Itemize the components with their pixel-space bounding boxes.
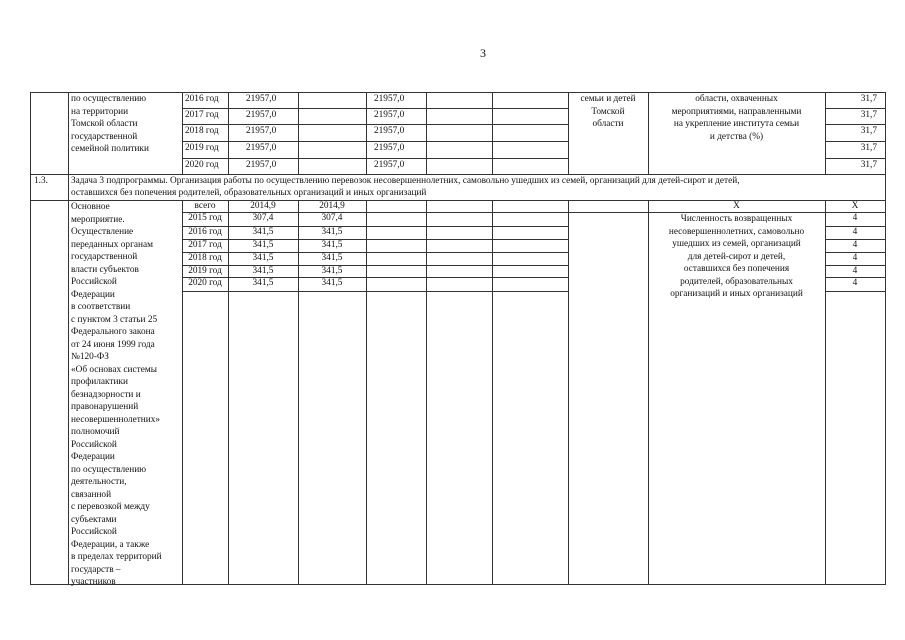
regional-budget-cell: 21957,0 [374, 160, 405, 170]
total-cell: 21957,0 [246, 110, 277, 120]
total-cell: 307,4 [252, 213, 274, 223]
task-text-line: Задача 3 подпрограммы. Организация работы по осуществлению перевозок несовершеннолетних, самовольно ушедших из семей, организаций для детей-сирот и детей, [71, 176, 740, 186]
executor-text-line: семьи и детей [580, 94, 636, 104]
page-number: 3 [480, 46, 486, 60]
event-text-line: №120-ФЗ [71, 352, 109, 362]
event-text-line: в соответствии [71, 302, 131, 312]
event-text-line: государственной [71, 252, 138, 262]
total-cell: 21957,0 [246, 160, 277, 170]
grid-row-line [825, 291, 886, 292]
total-cell: 21957,0 [246, 94, 277, 104]
table-right-border [885, 92, 886, 585]
event-text-line: с перевозкой между [71, 502, 150, 512]
event-text-line: полномочий [71, 427, 120, 437]
event-text-line: государств – [71, 564, 121, 575]
table-left-border [30, 92, 31, 585]
year-cell: 2020 год [185, 160, 219, 170]
event-text-line: профилактики [71, 377, 128, 387]
event-text-line: мероприятие. [71, 214, 125, 225]
indicator-value-cell: 31,7 [860, 143, 877, 153]
indicator-value-cell: 31,7 [860, 94, 877, 104]
federal-budget-cell: 341,5 [321, 240, 343, 250]
indicator-total-cell: Х [733, 201, 740, 211]
event-text-line: Основное [71, 202, 110, 212]
grid-col-line [426, 200, 427, 584]
year-cell: 2017 год [185, 110, 219, 120]
year-cell: 2020 год [188, 278, 222, 288]
total-cell: 21957,0 [246, 143, 277, 153]
indicator-text-line: несовершеннолетних, самовольно [668, 226, 805, 237]
indicator-text-line: мероприятиями, направленными [671, 106, 802, 117]
indicator-value-cell: 4 [852, 213, 858, 223]
event-text-line: субъектами [71, 514, 117, 525]
year-cell: 2015 год [188, 213, 222, 223]
event-text-line: Федерации [71, 289, 115, 300]
event-text-line: Осуществление [71, 227, 134, 237]
indicator-text-line: области, охваченных [695, 94, 778, 104]
regional-budget-cell: 21957,0 [374, 126, 405, 136]
event-text-line: государственной [71, 131, 138, 142]
event-text-line: на территории [71, 106, 129, 117]
indicator-text-line: родителей, образовательных [680, 276, 793, 287]
indicator-text-line: организаций и иных организаций [670, 289, 803, 299]
total-cell: 341,5 [252, 278, 274, 288]
federal-budget-cell: 341,5 [321, 278, 343, 288]
event-text-line: с пунктом 3 статьи 25 [71, 314, 158, 325]
event-text-line: связанной [71, 489, 112, 500]
indicator-value-cell: 4 [852, 227, 858, 237]
event-text-line: Федерации [71, 452, 115, 462]
task-text-line: оставшихся без попечения родителей, образовательных организаций и иных организаций [71, 188, 427, 198]
grid-col-line [68, 200, 69, 584]
indicator-value-cell: 31,7 [860, 126, 877, 136]
indicator-value-cell: 4 [852, 278, 858, 288]
year-cell: 2019 год [185, 143, 219, 153]
indicator-value-cell: 4 [852, 253, 858, 263]
federal-budget-cell: 307,4 [321, 213, 343, 223]
executor-text-line: области [592, 119, 624, 129]
grid-col-line [68, 174, 69, 200]
event-text-line: Федерации, а также [71, 539, 150, 550]
federal-budget-cell: 341,5 [321, 253, 343, 263]
total-cell: 341,5 [252, 227, 274, 237]
year-cell: 2017 год [188, 240, 222, 250]
event-text-line: власти субъектов [71, 264, 139, 275]
year-cell: 2018 год [185, 126, 219, 136]
indicator-value-cell: 31,7 [860, 110, 877, 120]
indicator-text-line: для детей-сирот и детей, [687, 251, 786, 262]
grid-col-line [366, 200, 367, 584]
event-text-line: в пределах территорий [71, 552, 162, 562]
event-text-line: правонарушений [71, 402, 139, 412]
total-cell: 341,5 [252, 240, 274, 250]
event-text-line: от 24 июня 1999 года [71, 339, 155, 350]
event-text-line: переданных органам [71, 239, 154, 250]
event-text-line: семейной политики [71, 144, 149, 154]
event-text-line: «Об основах системы [71, 364, 157, 375]
event-text-line: безнадзорности и [71, 389, 141, 400]
total-cell: 341,5 [252, 266, 274, 276]
indicator-text-line: оставшихся без попечения [683, 264, 790, 274]
indicator-value-cell: 4 [852, 266, 858, 276]
program-table [30, 92, 885, 587]
grid-col-line [366, 92, 367, 174]
event-text-line: Федерального закона [71, 327, 155, 337]
year-cell: 2016 год [188, 227, 222, 237]
event-text-line: Российской [71, 277, 117, 287]
year-cell: 2019 год [188, 266, 222, 276]
task-number: 1.3. [34, 176, 48, 186]
indicator-text-line: на укрепление института семьи [673, 119, 800, 129]
federal-budget-cell: 341,5 [321, 266, 343, 276]
event-text-line: по осуществлению [71, 94, 147, 104]
event-text-line: участников [71, 577, 116, 587]
total-cell: 341,5 [252, 253, 274, 263]
year-cell: всего [194, 201, 216, 211]
indicator-value-cell: 4 [852, 240, 858, 250]
event-text-line: Томской области [71, 119, 138, 129]
federal-budget-cell: 2014,9 [319, 201, 345, 211]
event-text-line: Российской [71, 527, 117, 537]
grid-col-line [568, 200, 569, 584]
executor-text-line: Томской [591, 106, 625, 117]
indicator-text-line: Численность возвращенных [680, 214, 793, 224]
grid-col-line [492, 92, 493, 174]
indicator-value-total: Х [851, 201, 859, 211]
indicator-value-cell: 31,7 [860, 160, 877, 170]
indicator-text-line: ушедших из семей, организаций [672, 239, 801, 249]
year-cell: 2016 год [185, 94, 219, 104]
year-cell: 2018 год [188, 253, 222, 263]
event-text-line: Российской [71, 439, 117, 450]
grid-col-line [298, 92, 299, 174]
event-text-line: несовершеннолетних» [71, 414, 161, 425]
total-cell: 21957,0 [246, 126, 277, 136]
grid-col-line [68, 92, 69, 174]
grid-col-line [492, 200, 493, 584]
event-text-line: по осуществлению [71, 464, 147, 475]
event-text-line: деятельности, [71, 477, 127, 487]
regional-budget-cell: 21957,0 [374, 110, 405, 120]
regional-budget-cell: 21957,0 [374, 94, 405, 104]
regional-budget-cell: 21957,0 [374, 143, 405, 153]
indicator-text-line: и детства (%) [709, 131, 764, 142]
grid-row-line [182, 291, 569, 292]
federal-budget-cell: 341,5 [321, 227, 343, 237]
total-cell: 2014,9 [250, 201, 276, 211]
